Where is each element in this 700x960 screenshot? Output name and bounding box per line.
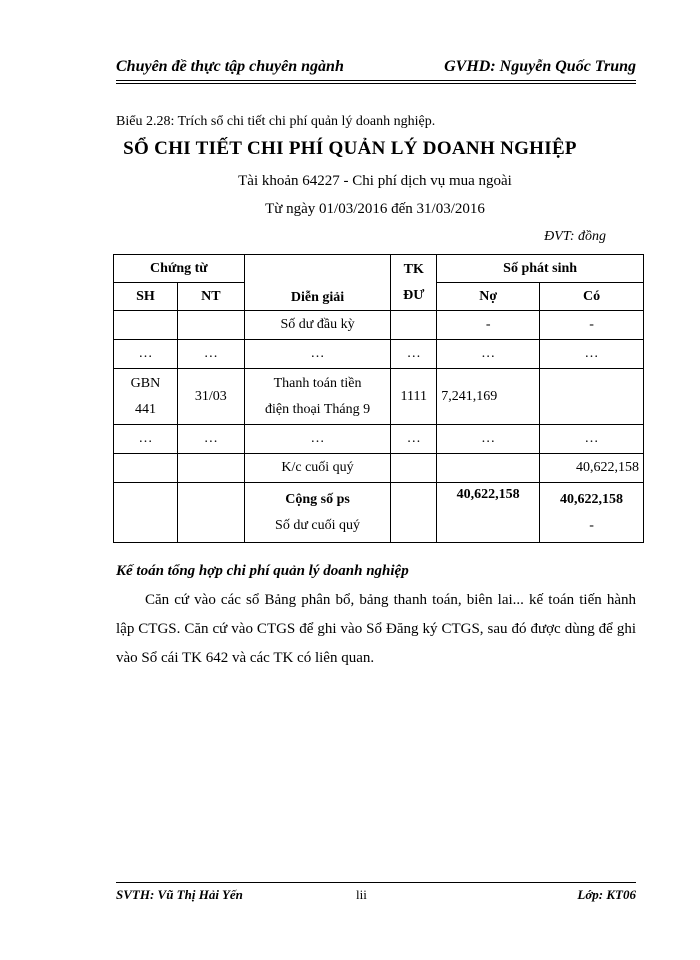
ellipsis-cell: … xyxy=(244,340,391,369)
cell-empty xyxy=(114,311,178,340)
total-no: 40,622,158 xyxy=(437,483,540,543)
ellipsis-cell: … xyxy=(114,425,178,454)
header-chung-tu: Chứng từ xyxy=(114,255,245,283)
total-co-value: 40,622,158 xyxy=(560,491,624,507)
page-number: lii xyxy=(356,887,367,902)
footer-student: SVTH: Vũ Thị Hải Yến xyxy=(116,887,243,902)
cell-empty xyxy=(114,483,178,543)
header-divider-secondary xyxy=(116,83,636,84)
header-nt: NT xyxy=(177,283,244,311)
footer-divider xyxy=(116,882,636,883)
entry-no: 7,241,169 xyxy=(437,369,540,425)
page-footer xyxy=(116,887,636,905)
table-row-total xyxy=(114,483,644,543)
page-header xyxy=(116,58,636,80)
header-tk-du xyxy=(391,255,437,311)
header-sh: SH xyxy=(114,283,178,311)
table-row-closing xyxy=(114,454,644,483)
ellipsis-cell: … xyxy=(540,340,644,369)
document-title: SỔ CHI TIẾT CHI PHÍ QUẢN LÝ DOANH NGHIỆP xyxy=(123,138,577,159)
footer-class: Lớp: KT06 xyxy=(577,887,636,902)
ellipsis-cell: … xyxy=(437,340,540,369)
cell-empty xyxy=(177,311,244,340)
table-row-opening xyxy=(114,311,644,340)
account-subtitle: Tài khoản 64227 - Chi phí dịch vụ mua ngoài xyxy=(238,173,512,189)
entry-sh-number: 441 xyxy=(134,401,156,417)
header-divider xyxy=(116,80,636,81)
header-supervisor: GVHD: Nguyễn Quốc Trung xyxy=(444,58,636,75)
header-so-phat-sinh: Số phát sinh xyxy=(437,255,644,283)
entry-sh-prefix: GBN xyxy=(130,375,161,391)
header-co: Có xyxy=(540,283,644,311)
table-row-ellipsis xyxy=(114,425,644,454)
ellipsis-cell: … xyxy=(177,340,244,369)
total-label-line1: Cộng số ps xyxy=(285,491,350,507)
entry-dien-giai xyxy=(244,369,391,425)
opening-co: - xyxy=(540,311,644,340)
cell-empty xyxy=(177,454,244,483)
header-no: Nợ xyxy=(437,283,540,311)
entry-sh xyxy=(114,369,178,425)
ellipsis-cell: … xyxy=(391,340,437,369)
cell-empty xyxy=(177,483,244,543)
total-co xyxy=(540,483,644,543)
entry-nt: 31/03 xyxy=(177,369,244,425)
header-tk: TK xyxy=(403,261,424,277)
cell-empty xyxy=(437,454,540,483)
table-header-row xyxy=(114,255,644,283)
ellipsis-cell: … xyxy=(177,425,244,454)
cell-empty xyxy=(391,311,437,340)
header-dien-giai: Diễn giải xyxy=(244,255,391,311)
header-course-title: Chuyên đề thực tập chuyên ngành xyxy=(116,58,344,75)
cell-empty xyxy=(391,454,437,483)
entry-co xyxy=(540,369,644,425)
currency-unit: ĐVT: đồng xyxy=(544,229,606,244)
table-row-entry xyxy=(114,369,644,425)
date-range: Từ ngày 01/03/2016 đến 31/03/2016 xyxy=(265,201,485,217)
ledger-table xyxy=(113,254,644,543)
closing-dien-giai: K/c cuối quý xyxy=(244,454,391,483)
ellipsis-cell: … xyxy=(244,425,391,454)
cell-empty xyxy=(391,483,437,543)
ellipsis-cell: … xyxy=(391,425,437,454)
cell-empty xyxy=(114,454,178,483)
entry-dien-giai-line2: điện thoại Tháng 9 xyxy=(264,401,371,417)
total-label xyxy=(244,483,391,543)
entry-tk: 1111 xyxy=(391,369,437,425)
total-co-balance: - xyxy=(589,517,594,533)
section-title: Kế toán tổng hợp chi phí quản lý doanh nghiệp xyxy=(116,563,409,579)
total-label-line2: Số dư cuối quý xyxy=(275,517,361,533)
ellipsis-cell: … xyxy=(114,340,178,369)
closing-co: 40,622,158 xyxy=(540,454,644,483)
ellipsis-cell: … xyxy=(437,425,540,454)
opening-dien-giai: Số dư đầu kỳ xyxy=(244,311,391,340)
opening-no: - xyxy=(437,311,540,340)
figure-caption: Biểu 2.28: Trích sổ chi tiết chi phí quản lý doanh nghiệp. xyxy=(116,114,436,129)
header-du: ĐƯ xyxy=(403,287,425,303)
entry-dien-giai-line1: Thanh toán tiền xyxy=(273,375,362,391)
table-row-ellipsis xyxy=(114,340,644,369)
ellipsis-cell: … xyxy=(540,425,644,454)
body-paragraph: Căn cứ vào các sổ Bảng phân bổ, bảng thanh toán, biên lai... kế toán tiến hành lập CTGS. Căn cứ vào CTGS để ghi vào Sổ Đăng ký CTGS, sau đó được dùng để ghi vào Sổ cái TK 642 và các TK có liên quan. xyxy=(116,592,636,666)
